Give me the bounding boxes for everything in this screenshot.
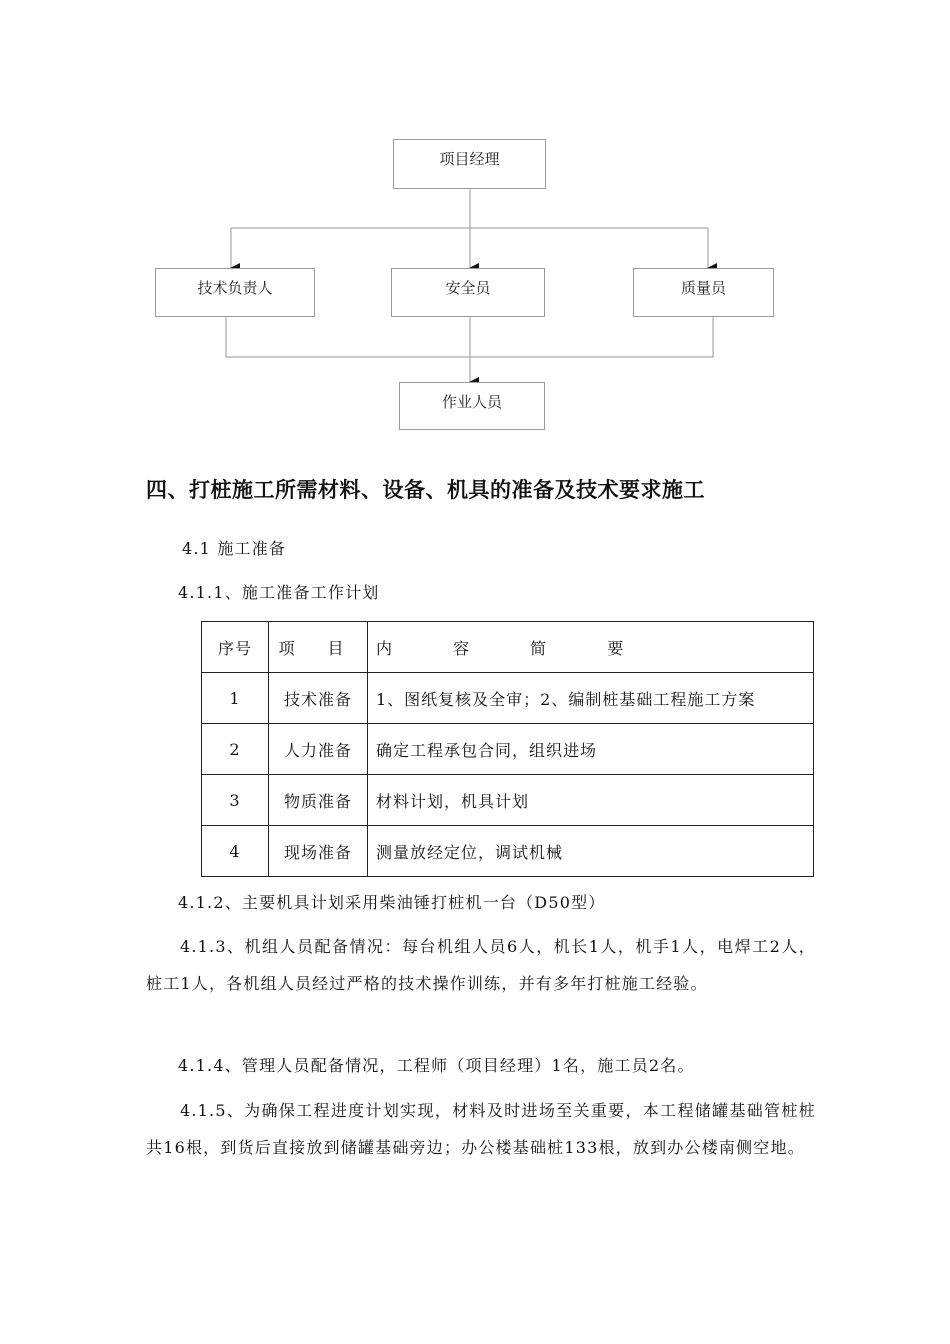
org-chart-connectors [0, 0, 950, 440]
table-cell: 1、图纸复核及全审；2、编制桩基础工程施工方案 [368, 673, 814, 724]
table-header-row [202, 622, 814, 673]
org-node-workers: 作业人员 [399, 382, 545, 430]
table-cell: 测量放经定位，调试机械 [368, 826, 814, 877]
table-row [202, 775, 814, 826]
org-chart [0, 0, 950, 440]
table-cell: 技术准备 [269, 673, 368, 724]
subsection-4-1: 4.1 施工准备 [182, 539, 287, 558]
paragraph-4-1-3: 4.1.3、机组人员配备情况：每台机组人员6人，机长1人，机手1人，电焊工2人，桩工1人，各机组人员经过严格的技术操作训练，并有多年打桩施工经验。 [146, 937, 816, 993]
table-cell: 物质准备 [269, 775, 368, 826]
table-row [202, 826, 814, 877]
org-node-project-manager: 项目经理 [393, 139, 546, 189]
paragraph-4-1-5: 4.1.5、为确保工程进度计划实现，材料及时进场至关重要，本工程储罐基础管桩桩共16根，到货后直接放到储罐基础旁边；办公楼基础桩133根，放到办公楼南侧空地。 [146, 1101, 816, 1157]
org-node-safety-officer: 安全员 [391, 268, 545, 317]
table-row [202, 724, 814, 775]
table-header-cell: 内 容 简 要 [368, 622, 814, 673]
subsection-4-1-1: 4.1.1、施工准备工作计划 [178, 583, 380, 602]
table-cell: 材料计划，机具计划 [368, 775, 814, 826]
table-cell: 4 [202, 826, 269, 877]
table-cell: 3 [202, 775, 269, 826]
org-node-technical-lead: 技术负责人 [155, 268, 315, 317]
table-header-cell: 序号 [202, 622, 269, 673]
table-header-cell: 项 目 [269, 622, 368, 673]
paragraph-4-1-4: 4.1.4、管理人员配备情况，工程师（项目经理）1名，施工员2名。 [178, 1056, 695, 1075]
table-cell: 现场准备 [269, 826, 368, 877]
table-row [202, 673, 814, 724]
table-cell: 人力准备 [269, 724, 368, 775]
table-cell: 确定工程承包合同，组织进场 [368, 724, 814, 775]
table-cell: 2 [202, 724, 269, 775]
org-node-quality-officer: 质量员 [633, 268, 774, 317]
section-heading: 四、打桩施工所需材料、设备、机具的准备及技术要求施工 [146, 478, 705, 502]
table-cell: 1 [202, 673, 269, 724]
paragraph-4-1-2: 4.1.2、主要机具计划采用柴油锤打桩机一台（D50型） [178, 893, 606, 912]
preparation-plan-table [201, 621, 814, 877]
